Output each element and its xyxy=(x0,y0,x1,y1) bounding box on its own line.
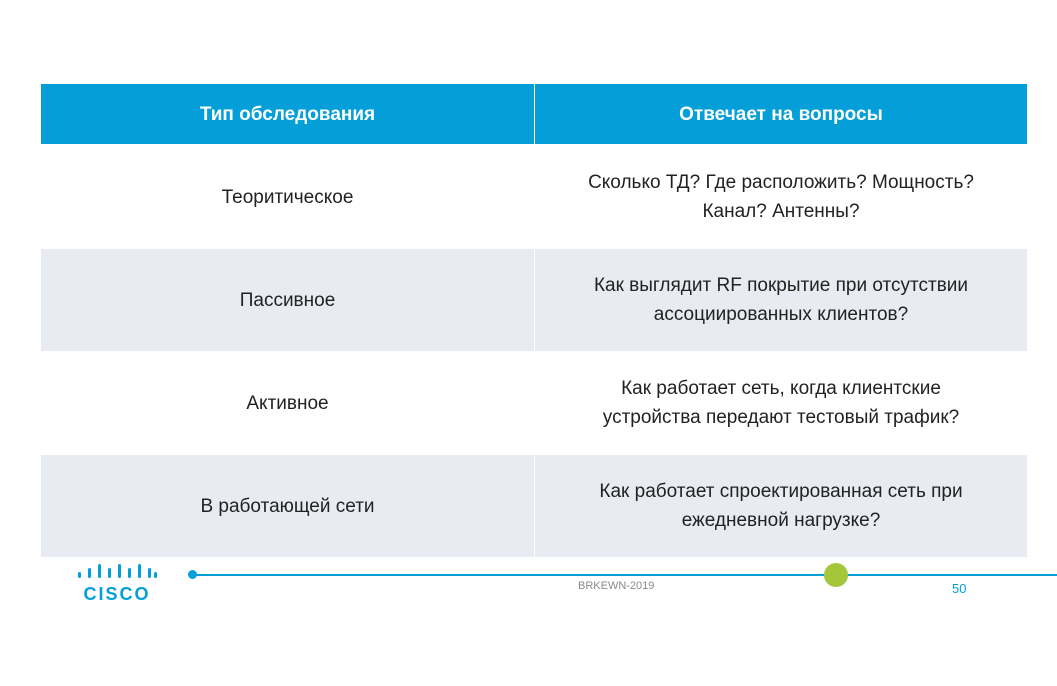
questions-line: Как работает сеть, когда клиентские xyxy=(621,378,941,399)
questions-line: ежедневной нагрузке? xyxy=(681,510,881,531)
table-header-row xyxy=(41,84,1027,144)
questions-cell xyxy=(535,146,1027,248)
questions-cell xyxy=(535,249,1027,351)
table-row xyxy=(41,455,1027,557)
survey-table xyxy=(41,84,1027,558)
table-row xyxy=(41,352,1027,454)
session-id: BRKEWN-2019 xyxy=(578,580,655,592)
table-row xyxy=(41,249,1027,351)
footer-line xyxy=(193,574,1057,576)
questions-cell xyxy=(535,352,1027,454)
table-row xyxy=(41,146,1027,248)
questions-cell xyxy=(535,455,1027,557)
questions-line: Как выглядит RF покрытие при отсутствии xyxy=(593,275,969,296)
footer-accent-ball xyxy=(824,563,848,587)
questions-line: Сколько ТД? Где расположить? Мощность? xyxy=(588,172,974,193)
cisco-logo xyxy=(76,562,158,604)
page-number: 50 xyxy=(952,581,967,596)
questions-line: Как работает спроектированная сеть при xyxy=(599,481,963,502)
questions-line: ассоциированных клиентов? xyxy=(653,304,909,325)
survey-type-cell: В работающей сети xyxy=(41,455,534,557)
header-survey-type: Тип обследования xyxy=(41,84,534,144)
questions-line: устройства передают тестовый трафик? xyxy=(602,407,960,428)
header-questions: Отвечает на вопросы xyxy=(535,84,1027,144)
cisco-bridge-icon xyxy=(76,562,158,582)
questions-line: Канал? Антенны? xyxy=(702,201,860,222)
survey-type-cell: Теоритическое xyxy=(41,146,534,248)
survey-type-cell: Пассивное xyxy=(41,249,534,351)
cisco-logo-text: CISCO xyxy=(83,584,151,604)
survey-type-cell: Активное xyxy=(41,352,534,454)
